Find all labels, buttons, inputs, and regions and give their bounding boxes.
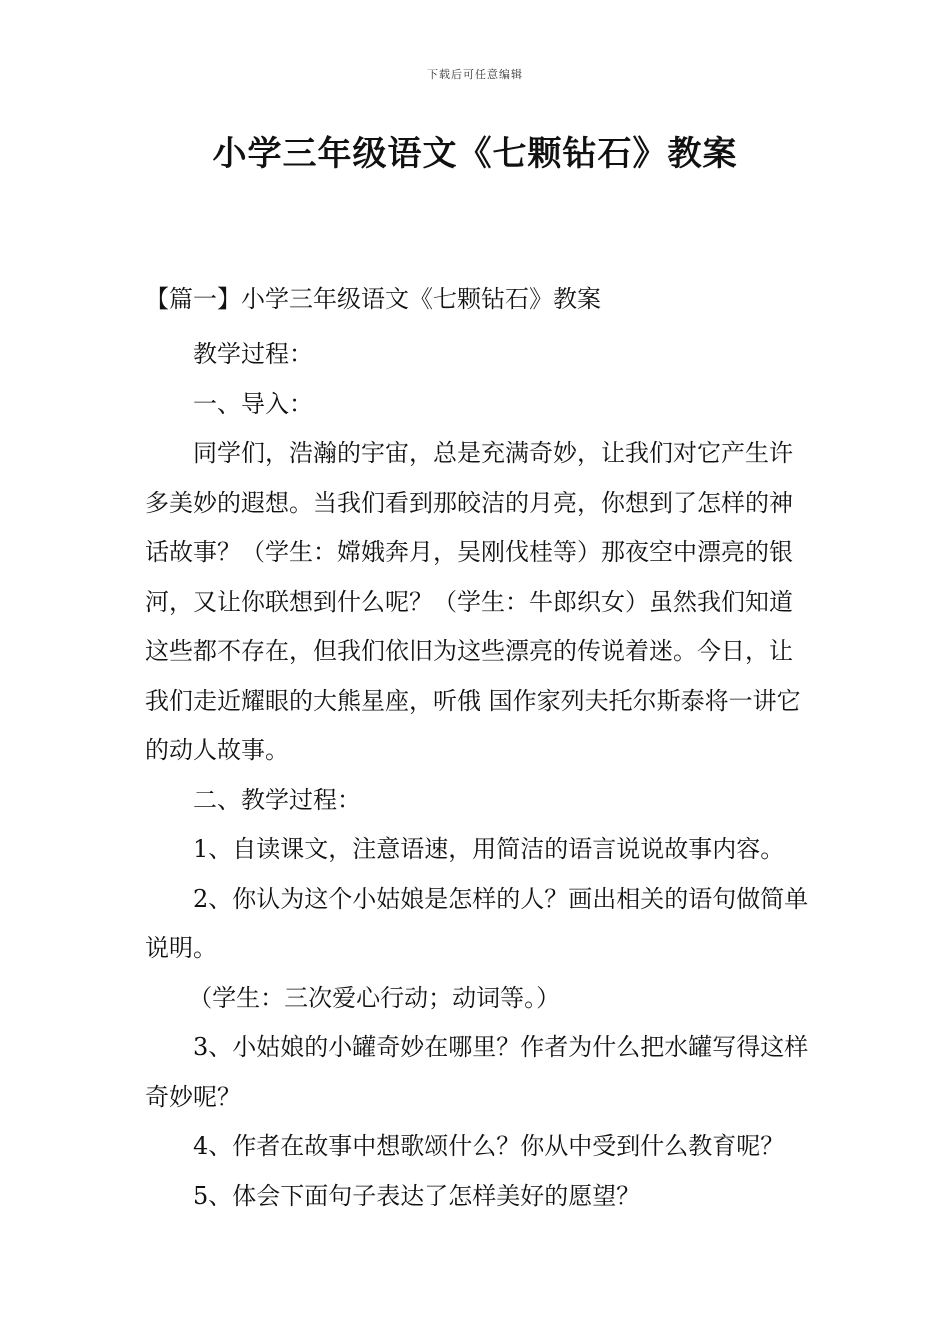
- paragraph-intro-heading: 一、导入：: [193, 389, 313, 418]
- section-heading: 【篇一】小学三年级语文《七颗钻石》教案: [145, 285, 601, 313]
- document-title: 小学三年级语文《七颗钻石》教案: [212, 134, 738, 174]
- paragraph-item-3: 3、小姑娘的小罐奇妙在哪里？作者为什么把水罐写得这样奇妙呢？: [145, 1033, 809, 1111]
- paragraph-item-5: 5、体会下面句子表达了怎样美好的愿望？: [193, 1181, 641, 1210]
- paragraph-item-1: 1、自读课文，注意语速，用简洁的语言说说故事内容。: [193, 835, 785, 863]
- header-note: 下载后可任意编辑: [427, 68, 523, 81]
- paragraph-item-4: 4、作者在故事中想歌颂什么？你从中受到什么教育呢？: [193, 1132, 785, 1160]
- paragraph-process-heading: 二、教学过程：: [193, 785, 361, 814]
- paragraph-student-note: （学生：三次爱心行动；动词等。）: [188, 983, 561, 1012]
- paragraph-teaching-process: 教学过程：: [193, 340, 313, 368]
- document-body: [145, 280, 811, 1221]
- paragraph-intro-body: 同学们，浩瀚的宇宙，总是充满奇妙，让我们对它产生许多美妙的遐想。当我们看到那皎洁的月亮，你想到了怎样的神话故事？（学生：嫦娥奔月，吴刚伐桂等）那夜空中漂亮的银河，又让你联想到什么呢？（学生：牛郎织女）虽然我们知道这些都不存在，但我们依旧为这些漂亮的传说着迷。今日，让我们走近耀眼的大熊星座，听俄 国作家列夫托尔斯泰将一讲它的动人故事。: [145, 439, 801, 764]
- paragraph-item-2: 2、你认为这个小姑娘是怎样的人？画出相关的语句做简单说明。: [145, 884, 809, 962]
